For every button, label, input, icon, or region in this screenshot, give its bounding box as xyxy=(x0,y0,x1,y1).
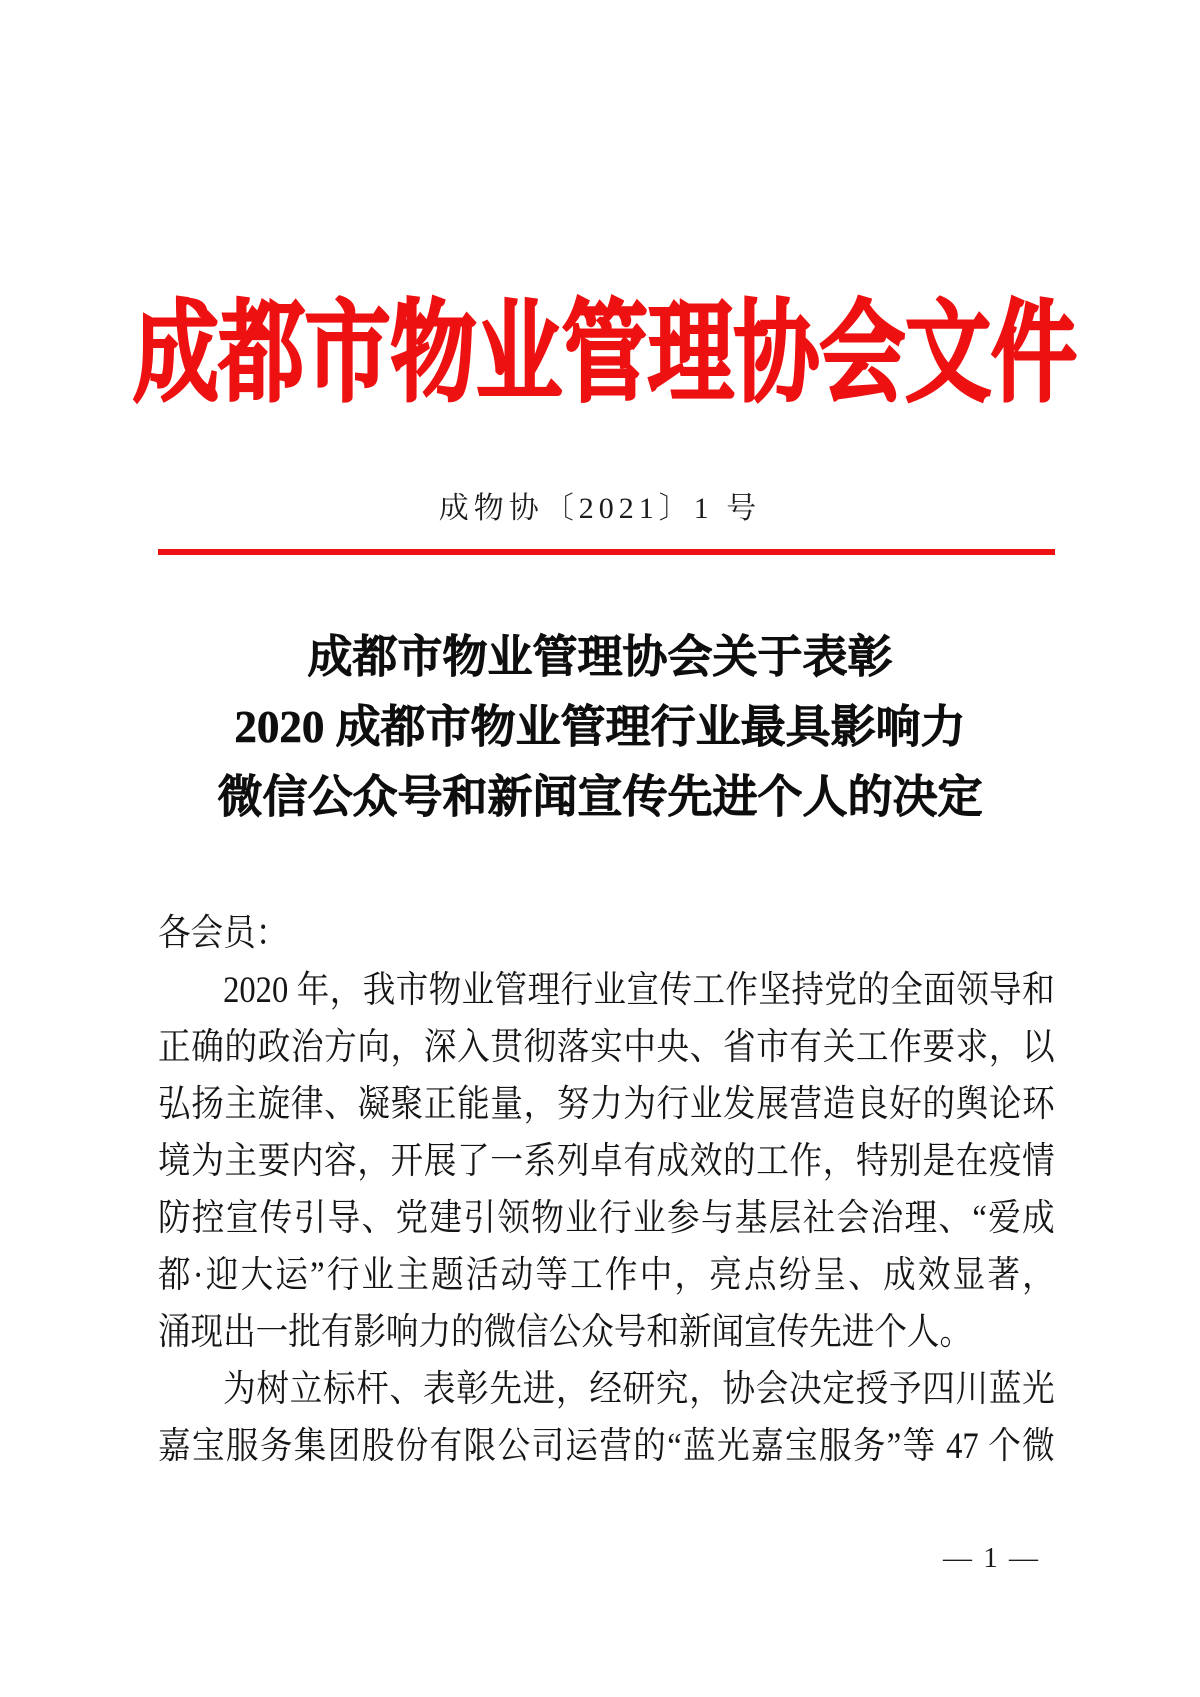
body-line: 涌现出一批有影响力的微信公众号和新闻宣传先进个人。 xyxy=(158,1312,972,1353)
document-title-line-2: 2020 成都市物业管理行业最具影响力 xyxy=(234,702,966,752)
salutation: 各会员： xyxy=(158,913,289,954)
document-title-line-3: 微信公众号和新闻宣传先进个人的决定 xyxy=(217,772,983,822)
doc-number: 成物协〔2021〕1 号 xyxy=(438,492,762,525)
body-line: 2020 年，我市物业管理行业宣传工作坚持党的全面领导和 xyxy=(223,970,1055,1011)
body-line: 为树立标杆、表彰先进，经研究，协会决定授予四川蓝光 xyxy=(223,1369,1055,1410)
body-text xyxy=(158,905,1055,1475)
document-title xyxy=(0,622,1200,832)
page-number: — 1 — xyxy=(943,1542,1040,1574)
letterhead xyxy=(0,293,1200,415)
body-line: 正确的政治方向，深入贯彻落实中央、省市有关工作要求，以 xyxy=(158,1027,1055,1068)
body-line: 防控宣传引导、党建引领物业行业参与基层社会治理、“爱成 xyxy=(158,1198,1055,1239)
letterhead-title: 成都市物业管理协会文件 xyxy=(133,293,1077,415)
body-line: 弘扬主旋律、凝聚正能量，努力为行业发展营造良好的舆论环 xyxy=(158,1084,1055,1125)
body-line: 都·迎大运”行业主题活动等工作中，亮点纷呈、成效显著， xyxy=(158,1255,1055,1296)
red-divider-rule xyxy=(158,549,1055,555)
body-line: 嘉宝服务集团股份有限公司运营的“蓝光嘉宝服务”等 47 个微 xyxy=(158,1426,1055,1467)
body-line: 境为主要内容，开展了一系列卓有成效的工作，特别是在疫情 xyxy=(158,1141,1055,1182)
document-title-line-1: 成都市物业管理协会关于表彰 xyxy=(307,632,893,682)
